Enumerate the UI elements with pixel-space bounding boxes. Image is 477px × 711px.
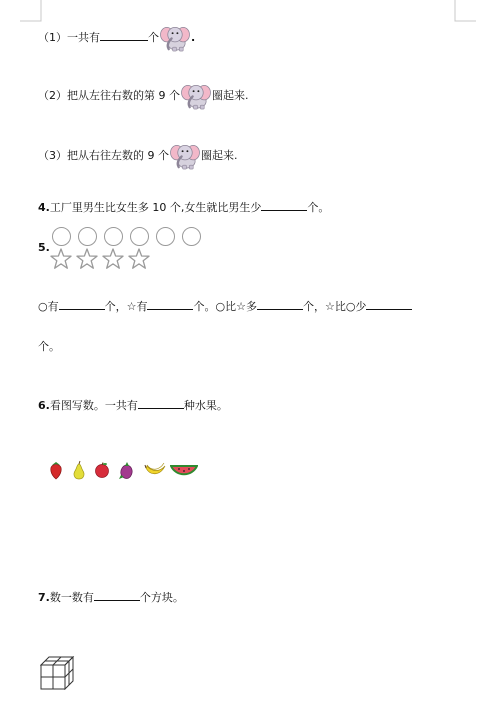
corner-mark-left xyxy=(20,0,42,22)
question-1-1 xyxy=(38,24,195,52)
question-5-number xyxy=(38,240,50,256)
q2-prefix: （2）把从左往右数的第 9 个 xyxy=(38,89,180,102)
q7-text-a: 数一数有 xyxy=(49,591,94,604)
answer-blank-q5-more[interactable] xyxy=(257,298,303,310)
q3-suffix: 圈起来. xyxy=(201,149,238,162)
q6-text-a: 看图写数。一共有 xyxy=(49,399,138,412)
q5-part-b: 个，☆有 xyxy=(104,300,148,313)
q4-text-a: 工厂里男生比女生多 10 个,女生就比男生少 xyxy=(49,201,262,214)
q1-end: . xyxy=(191,31,196,44)
star-icon xyxy=(50,248,72,270)
q5-part-a: ○有 xyxy=(38,300,59,313)
circle-icon xyxy=(156,227,175,246)
watermelon-icon xyxy=(170,460,198,478)
circle-icon xyxy=(78,227,97,246)
circle-icon xyxy=(104,227,123,246)
circle-icon xyxy=(182,227,201,246)
q6-text-b: 种水果。 xyxy=(183,399,228,412)
corner-mark-right xyxy=(454,0,476,22)
circle-icon xyxy=(130,227,149,246)
star-icon xyxy=(128,248,150,270)
answer-blank-q1[interactable] xyxy=(100,29,148,41)
banana-icon xyxy=(144,460,166,478)
pear-icon xyxy=(72,460,86,480)
q1-prefix: （1）一共有 xyxy=(38,31,100,44)
answer-blank-q4[interactable] xyxy=(261,199,307,211)
elephant-icon xyxy=(170,142,200,170)
apple-icon xyxy=(94,462,110,478)
question-5-line-2 xyxy=(38,339,60,355)
q5-part-d: 个，☆比○少 xyxy=(302,300,367,313)
q4-text-b: 个。 xyxy=(307,201,330,214)
question-5-line-1 xyxy=(38,298,412,315)
q5-part-c: 个。○比☆多 xyxy=(193,300,257,313)
eggplant-icon xyxy=(118,460,136,480)
strawberry-icon xyxy=(48,460,64,480)
q4-number: 4. xyxy=(38,201,50,214)
q7-number: 7. xyxy=(38,591,50,604)
answer-blank-q5-circles[interactable] xyxy=(59,298,105,310)
cube-blocks-figure xyxy=(40,656,76,690)
question-7 xyxy=(38,589,184,606)
q2-suffix: 圈起来. xyxy=(212,89,249,102)
question-1-3 xyxy=(38,142,238,170)
fruit-row xyxy=(48,458,200,482)
q5-number: 5. xyxy=(38,241,50,254)
question-1-2 xyxy=(38,82,249,110)
star-icon xyxy=(76,248,98,270)
q3-prefix: （3）把从右往左数的 9 个 xyxy=(38,149,169,162)
q5-line-2: 个。 xyxy=(38,340,60,353)
q1-suffix: 个 xyxy=(148,31,159,44)
question-4 xyxy=(38,199,329,216)
answer-blank-q6[interactable] xyxy=(138,397,184,409)
circle-icon xyxy=(52,227,71,246)
question-6 xyxy=(38,397,228,414)
q6-number: 6. xyxy=(38,399,50,412)
elephant-icon xyxy=(160,24,190,52)
answer-blank-q5-less[interactable] xyxy=(366,298,412,310)
elephant-icon xyxy=(181,82,211,110)
q7-text-b: 个方块。 xyxy=(139,591,184,604)
answer-blank-q7[interactable] xyxy=(94,589,140,601)
answer-blank-q5-stars[interactable] xyxy=(147,298,193,310)
star-icon xyxy=(102,248,124,270)
